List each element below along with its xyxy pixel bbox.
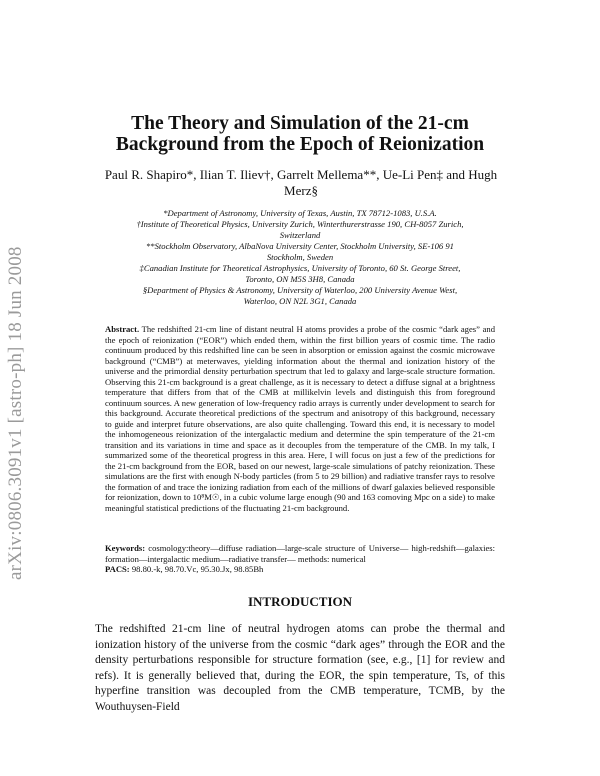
affiliation-2: †Institute of Theoretical Physics, University Zurich, Winterthurerstrasse 190, CH-8057 Zurich, Switzerland [136, 219, 464, 240]
keywords-text: cosmology:theory—diffuse radiation—large-scale structure of Universe— high-redshift—galaxies: formation—intergalactic medium—radiative transfer— methods: numerical [105, 543, 495, 564]
abstract-label: Abstract. [105, 324, 140, 334]
pacs-label: PACS: [105, 564, 130, 574]
affiliation-4: ‡Canadian Institute for Theoretical Astrophysics, University of Toronto, 60 St. George Street, Toronto, ON M5S 3H8, Canada [139, 263, 461, 284]
affiliation-5: §Department of Physics & Astronomy, University of Waterloo, 200 University Avenue West, Waterloo, ON N2L 3G1, Canada [142, 285, 458, 306]
keywords-label: Keywords: [105, 543, 146, 553]
section-heading: INTRODUCTION [247, 594, 352, 609]
author-list: Paul R. Shapiro*, Ilian T. Iliev†, Garrelt Mellema**, Ue-Li Pen‡ and Hugh Merz§ [104, 167, 498, 198]
introduction-paragraph: The redshifted 21-cm line of neutral hydrogen atoms can probe the thermal and ionization history of the universe from the cosmic “dark ages” through the EOR and the density perturbations responsible for structure formation (see, e.g., [1] for review and refs). It is generally believed that, during the EOR, the spin temperature, Ts, of this hyperfine transition was decoupled from the CMB temperature, TCMB, by the Wouthuysen-Field [95, 623, 505, 713]
pacs-text: 98.80.-k, 98.70.Vc, 95.30.Jx, 98.85Bh [131, 564, 264, 574]
pacs-codes [105, 564, 495, 575]
affiliations [130, 208, 470, 307]
paper-title: The Theory and Simulation of the 21-cm Background from the Epoch of Reionization [115, 113, 485, 155]
arxiv-identifier: arXiv:0806.3091v1 [astro-ph] 18 Jun 2008 [5, 246, 26, 580]
keywords [105, 543, 495, 564]
abstract-text: The redshifted 21-cm line of distant neutral H atoms provides a probe of the cosmic “dark ages” and the epoch of reionization (“EOR”) which ended them, within the first billion years of cosmic time. The radio continuum produced by this redshifted line can be seen in absorption or emission against the cosmic microwave background (“CMB”) at meterwaves, yielding information about the thermal and ionization history of the universe and the primordial density perturbation spectrum that led to galaxy and large-scale structure formation. Observing this 21-cm background is a great challenge, as it is necessary to detect a diffuse signal at a brightness temperature that differs from that of the CMB at millikelvin levels and distinguish this from foreground continuum sources. A new generation of low-frequency radio arrays is currently under development to search for this background. Accurate theoretical predictions of the spectrum and anisotropy of this background, necessary to guide and interpret future observations, are also quite challenging. Toward this end, it is necessary to model the inhomogeneous reionization of the intergalactic medium and determine the spin temperature of the 21-cm transition and its variations in time and space as it decouples from the temperature of the CMB. In my talk, I summarized some of the theoretical progress in this area. Here, I will focus on just a few of the predictions for the 21-cm background from the EOR, based on our newest, large-scale simulations of patchy reionization. These simulations are the first with enough N-body particles (from 5 to 29 billion) and radiative transfer rays to resolve the formation of and trace the ionizing radiation from each of the millions of dwarf galaxies believed responsible for reionization, down to 10⁸M☉, in a cubic volume large enough (90 and 163 comoving Mpc on a side) to make meaningful statistical predictions of the fluctuating 21-cm background. [105, 324, 495, 513]
abstract [105, 324, 495, 513]
affiliation-1: *Department of Astronomy, University of Texas, Austin, TX 78712-1083, U.S.A. [163, 208, 437, 218]
affiliation-3: **Stockholm Observatory, AlbaNova University Center, Stockholm University, SE-106 91 Stockholm, Sweden [146, 241, 454, 262]
